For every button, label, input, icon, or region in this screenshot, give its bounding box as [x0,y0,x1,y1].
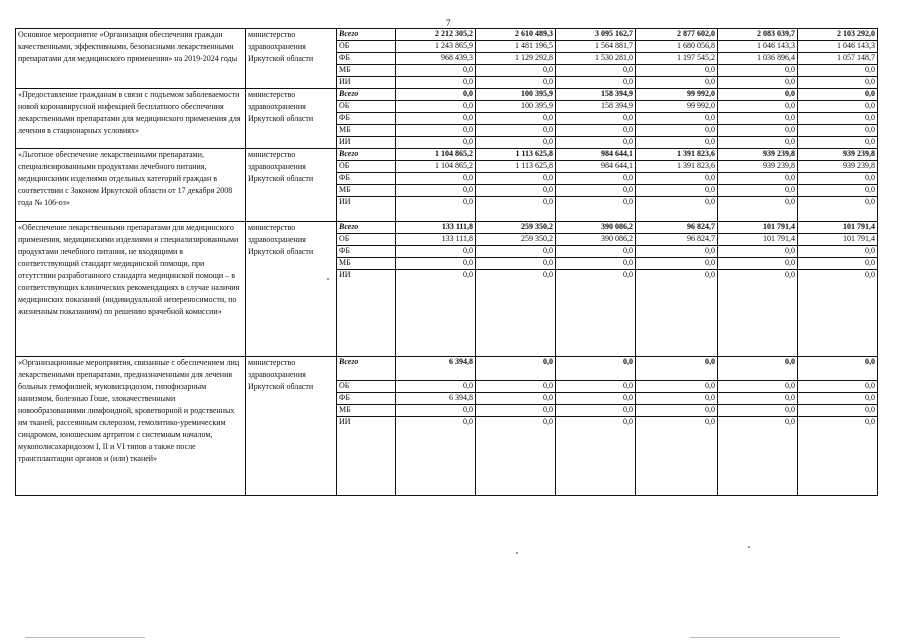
amount-cell: 0,0 [636,185,718,197]
amount-cell: 2 103 292,0 [798,29,878,41]
budget-table [15,28,878,496]
amount-cell: 0,0 [396,246,476,258]
amount-cell: 0,0 [798,405,878,417]
amount-cell: 259 350,2 [476,234,556,246]
amount-cell: 133 111,8 [396,222,476,234]
amount-cell: 2 877 602,0 [636,29,718,41]
funding-source-cell: ФБ [337,173,396,185]
amount-cell: 2 212 305,2 [396,29,476,41]
amount-cell: 0,0 [396,173,476,185]
executor-cell: министерство здравоохранения Иркутской области [246,222,337,357]
event-name-cell: «Льготное обеспечение лекарственными препаратами, специализированными продуктами лечебного питания, медицинскими изделиями отдельных категорий граждан в соответствии с Законом Иркутской области от 17 декабря 2008 года № 106-оз» [16,149,246,222]
amount-cell: 1 113 625,8 [476,161,556,173]
amount-cell: 0,0 [798,381,878,393]
amount-cell: 0,0 [718,101,798,113]
amount-cell: 1 481 196,5 [476,41,556,53]
amount-cell: 0,0 [636,173,718,185]
funding-source-cell: Всего [337,222,396,234]
amount-cell: 0,0 [396,405,476,417]
amount-cell: 101 791,4 [718,234,798,246]
funding-source-cell: МБ [337,405,396,417]
funding-source-cell: ФБ [337,113,396,125]
funding-source-cell: ИИ [337,77,396,89]
amount-cell: 0,0 [718,137,798,149]
amount-cell: 0,0 [476,197,556,222]
funding-source-cell: МБ [337,65,396,77]
amount-cell: 0,0 [556,65,636,77]
amount-cell: 0,0 [556,77,636,89]
amount-cell: 0,0 [476,270,556,357]
amount-cell: 0,0 [476,113,556,125]
amount-cell: 0,0 [798,89,878,101]
amount-cell: 0,0 [798,113,878,125]
table-row [16,29,878,41]
amount-cell: 0,0 [396,89,476,101]
amount-cell: 0,0 [476,357,556,381]
amount-cell: 0,0 [718,113,798,125]
amount-cell: 0,0 [718,270,798,357]
funding-source-cell: ИИ [337,417,396,496]
amount-cell: 0,0 [396,137,476,149]
amount-cell: 0,0 [718,197,798,222]
amount-cell: 0,0 [718,405,798,417]
table-row [16,89,878,101]
amount-cell: 968 439,3 [396,53,476,65]
executor-cell: министерство здравоохранения Иркутской области [246,29,337,89]
funding-source-cell: ОБ [337,41,396,53]
amount-cell: 0,0 [556,357,636,381]
executor-cell: министерство здравоохранения Иркутской области [246,89,337,149]
amount-cell: 0,0 [476,77,556,89]
executor-cell: министерство здравоохранения Иркутской области [246,357,337,496]
amount-cell: 0,0 [636,417,718,496]
amount-cell: 0,0 [798,173,878,185]
amount-cell: 0,0 [798,137,878,149]
amount-cell: 0,0 [636,197,718,222]
amount-cell: 100 395,9 [476,89,556,101]
amount-cell: 0,0 [476,417,556,496]
amount-cell: 1 391 823,6 [636,149,718,161]
amount-cell: 0,0 [396,270,476,357]
amount-cell: 0,0 [798,185,878,197]
amount-cell: 1 104 865,2 [396,161,476,173]
amount-cell: 0,0 [476,246,556,258]
amount-cell: 1 197 545,2 [636,53,718,65]
amount-cell: 101 791,4 [718,222,798,234]
amount-cell: 6 394,8 [396,393,476,405]
amount-cell: 0,0 [476,185,556,197]
amount-cell: 0,0 [476,137,556,149]
amount-cell: 0,0 [396,113,476,125]
event-name-cell: Основное мероприятие «Организация обеспечения граждан качественными, эффективными, безопасными лекарственными препаратами для медицинского применения» на 2019-2024 годы [16,29,246,89]
amount-cell: 0,0 [798,77,878,89]
amount-cell: 0,0 [636,393,718,405]
amount-cell: 0,0 [798,65,878,77]
scan-speck [327,278,329,280]
funding-source-cell: ИИ [337,137,396,149]
amount-cell: 984 644,1 [556,161,636,173]
event-name-cell: «Предоставление гражданам в связи с подъемом заболеваемости новой коронавирусной инфекцией бесплатного обеспечения лекарственными препаратами для медицинского применения для лечения в стационарных условиях» [16,89,246,149]
amount-cell: 0,0 [476,65,556,77]
amount-cell: 0,0 [636,258,718,270]
amount-cell: 1 113 625,8 [476,149,556,161]
funding-source-cell: Всего [337,357,396,381]
amount-cell: 0,0 [798,197,878,222]
amount-cell: 1 243 865,9 [396,41,476,53]
amount-cell: 158 394,9 [556,89,636,101]
amount-cell: 96 824,7 [636,234,718,246]
amount-cell: 984 644,1 [556,149,636,161]
amount-cell: 0,0 [556,270,636,357]
funding-source-cell: МБ [337,125,396,137]
amount-cell: 0,0 [476,258,556,270]
amount-cell: 0,0 [718,417,798,496]
amount-cell: 0,0 [396,258,476,270]
scan-edge-line [690,637,840,638]
amount-cell: 0,0 [718,357,798,381]
amount-cell: 0,0 [396,101,476,113]
amount-cell: 0,0 [718,65,798,77]
amount-cell: 0,0 [396,125,476,137]
amount-cell: 133 111,8 [396,234,476,246]
amount-cell: 1 391 823,6 [636,161,718,173]
amount-cell: 0,0 [556,125,636,137]
amount-cell: 0,0 [798,258,878,270]
amount-cell: 0,0 [636,113,718,125]
funding-source-cell: ФБ [337,393,396,405]
table-row [16,357,878,381]
amount-cell: 0,0 [636,77,718,89]
amount-cell: 259 350,2 [476,222,556,234]
amount-cell: 0,0 [396,185,476,197]
amount-cell: 0,0 [556,137,636,149]
funding-source-cell: ОБ [337,381,396,393]
amount-cell: 390 086,2 [556,234,636,246]
amount-cell: 0,0 [798,270,878,357]
amount-cell: 0,0 [636,246,718,258]
amount-cell: 0,0 [636,405,718,417]
amount-cell: 0,0 [556,393,636,405]
amount-cell: 0,0 [556,197,636,222]
scan-speck [516,552,518,554]
funding-source-cell: Всего [337,29,396,41]
funding-source-cell: ОБ [337,234,396,246]
amount-cell: 0,0 [476,173,556,185]
page-number: 7 [446,18,451,28]
scan-edge-line [25,637,145,638]
amount-cell: 0,0 [636,270,718,357]
amount-cell: 3 095 162,7 [556,29,636,41]
amount-cell: 0,0 [718,381,798,393]
event-name-cell: «Организационные мероприятия, связанные с обеспечением лиц лекарственными препаратами, предназначенными для лечения больных гемофилией, муковисцидозом, гипофизарным нанизмом, болезнью Гоше, злокачественными новообразованиями лимфоидной, кроветворной и родственных им тканей, рассеянным склерозом, гемолитико-уремическим синдромом, юношеским артритом с системным началом, мукополисахаридозом I, II и VI типов а также после трансплантации органов и (или) тканей» [16,357,246,496]
amount-cell: 0,0 [718,89,798,101]
amount-cell: 939 239,8 [798,161,878,173]
funding-source-cell: ИИ [337,197,396,222]
amount-cell: 0,0 [396,77,476,89]
amount-cell: 99 992,0 [636,101,718,113]
amount-cell: 1 057 148,7 [798,53,878,65]
amount-cell: 1 046 143,3 [718,41,798,53]
amount-cell: 390 086,2 [556,222,636,234]
amount-cell: 0,0 [718,393,798,405]
amount-cell: 101 791,4 [798,234,878,246]
funding-source-cell: ОБ [337,161,396,173]
table-row [16,149,878,161]
funding-source-cell: МБ [337,185,396,197]
amount-cell: 0,0 [396,381,476,393]
amount-cell: 0,0 [476,405,556,417]
amount-cell: 1 036 896,4 [718,53,798,65]
amount-cell: 0,0 [556,173,636,185]
amount-cell: 939 239,8 [718,161,798,173]
amount-cell: 0,0 [798,125,878,137]
amount-cell: 101 791,4 [798,222,878,234]
funding-source-cell: МБ [337,258,396,270]
amount-cell: 0,0 [718,246,798,258]
amount-cell: 0,0 [556,381,636,393]
amount-cell: 0,0 [476,381,556,393]
funding-source-cell: ИИ [337,270,396,357]
amount-cell: 939 239,8 [718,149,798,161]
amount-cell: 0,0 [476,125,556,137]
amount-cell: 96 824,7 [636,222,718,234]
amount-cell: 0,0 [396,65,476,77]
event-name-cell: «Обеспечение лекарственными препаратами для медицинского применения, медицинскими изделиями и специализированными продуктами лечебного питания, не входящими в соответствующий стандарт медицинской помощи, при отсутствии разработанного стандарта медицинской помощи – в соответствующих клинических рекомендациях в случае наличия медицинских показаний (индивидуальной непереносимости, по жизненным показаниям) по решению врачебной комиссии» [16,222,246,357]
amount-cell: 1 530 281,0 [556,53,636,65]
amount-cell: 0,0 [636,125,718,137]
amount-cell: 1 129 292,8 [476,53,556,65]
amount-cell: 0,0 [798,417,878,496]
amount-cell: 1 046 143,3 [798,41,878,53]
funding-source-cell: Всего [337,89,396,101]
funding-source-cell: ФБ [337,53,396,65]
funding-source-cell: Всего [337,149,396,161]
amount-cell: 2 610 489,3 [476,29,556,41]
amount-cell: 0,0 [718,173,798,185]
amount-cell: 0,0 [556,185,636,197]
amount-cell: 2 083 039,7 [718,29,798,41]
amount-cell: 158 394,9 [556,101,636,113]
amount-cell: 0,0 [396,417,476,496]
scan-speck [748,546,750,548]
amount-cell: 99 992,0 [636,89,718,101]
amount-cell: 1 104 865,2 [396,149,476,161]
amount-cell: 939 239,8 [798,149,878,161]
amount-cell: 0,0 [718,125,798,137]
amount-cell: 0,0 [798,393,878,405]
amount-cell: 0,0 [798,357,878,381]
amount-cell: 100 395,9 [476,101,556,113]
amount-cell: 1 680 056,8 [636,41,718,53]
amount-cell: 0,0 [556,258,636,270]
funding-source-cell: ФБ [337,246,396,258]
amount-cell: 0,0 [636,137,718,149]
amount-cell: 0,0 [556,113,636,125]
amount-cell: 0,0 [636,381,718,393]
amount-cell: 0,0 [476,393,556,405]
amount-cell: 0,0 [798,101,878,113]
amount-cell: 6 394,8 [396,357,476,381]
amount-cell: 0,0 [636,357,718,381]
amount-cell: 0,0 [556,405,636,417]
amount-cell: 0,0 [798,246,878,258]
amount-cell: 0,0 [718,77,798,89]
executor-cell: министерство здравоохранения Иркутской области [246,149,337,222]
amount-cell: 0,0 [396,197,476,222]
amount-cell: 0,0 [556,417,636,496]
amount-cell: 0,0 [556,246,636,258]
amount-cell: 0,0 [718,258,798,270]
amount-cell: 0,0 [636,65,718,77]
funding-source-cell: ОБ [337,101,396,113]
table-row [16,222,878,234]
amount-cell: 0,0 [718,185,798,197]
amount-cell: 1 564 881,7 [556,41,636,53]
